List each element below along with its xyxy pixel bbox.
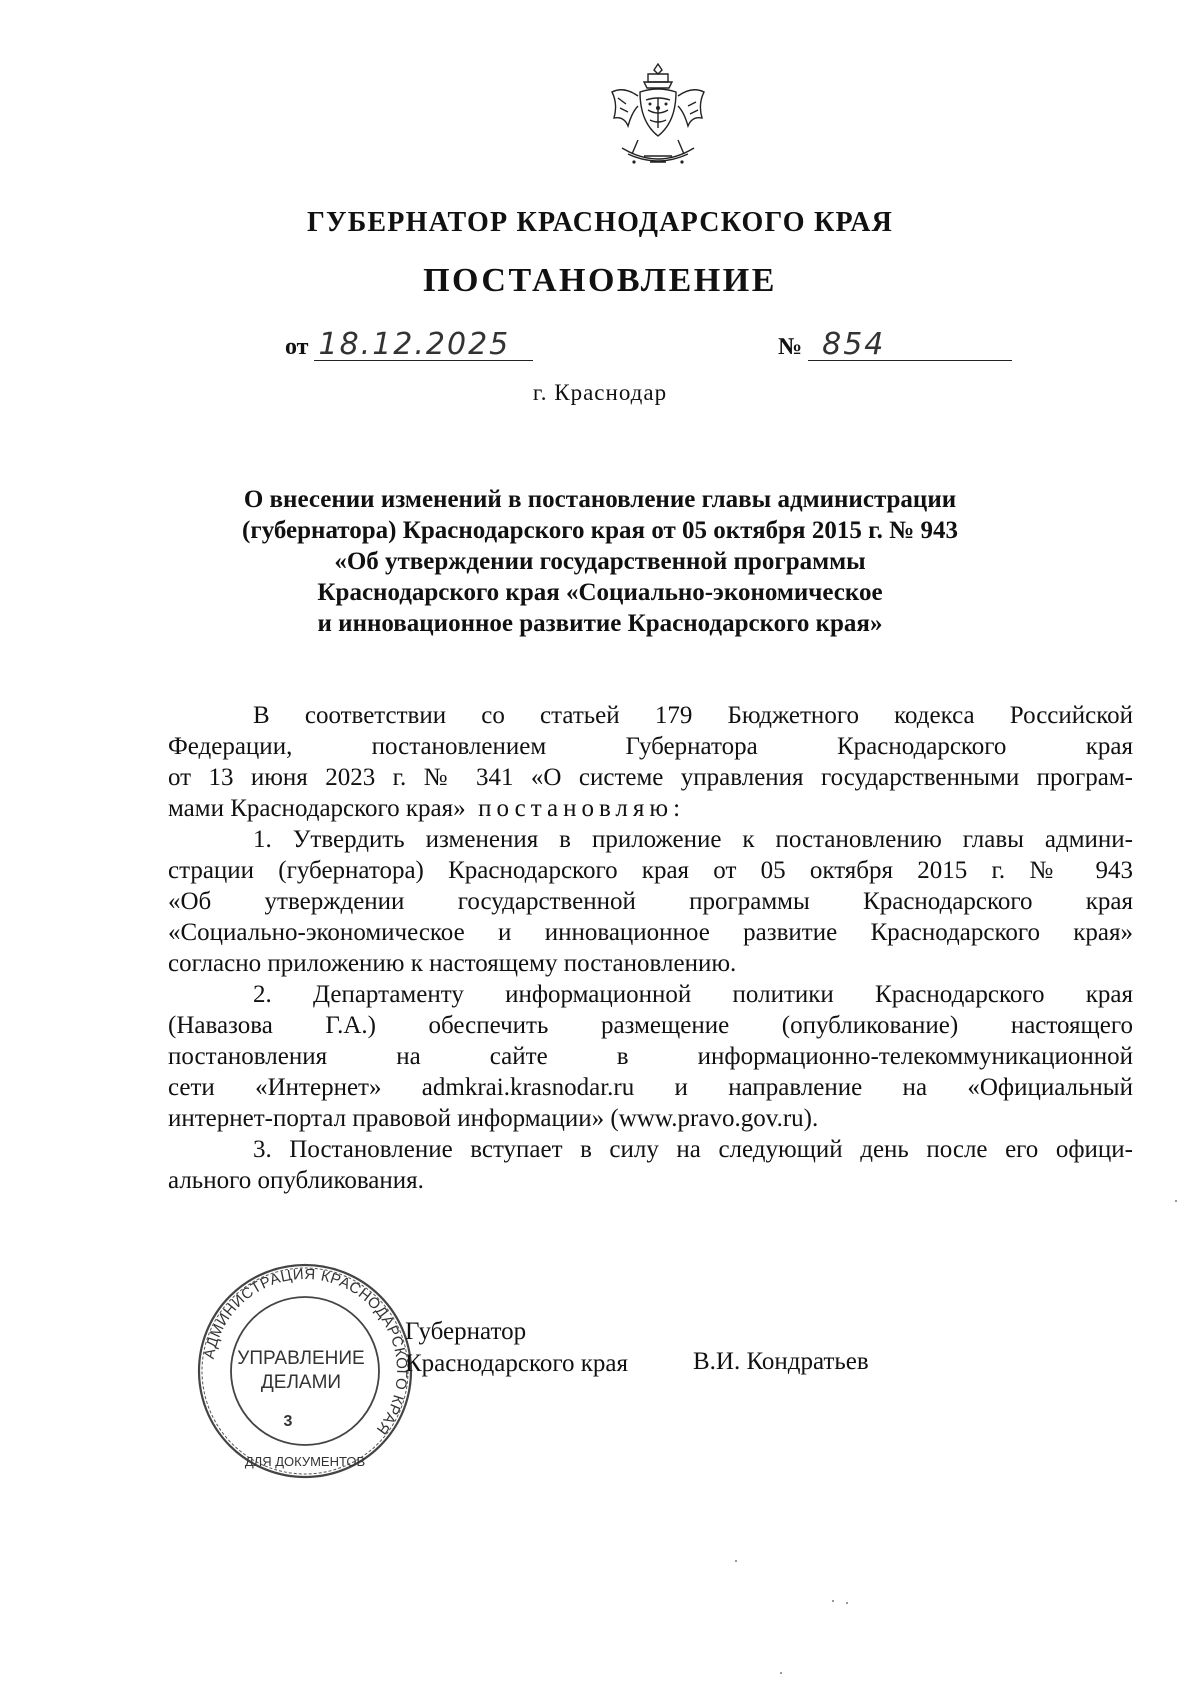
body-line: ального опубликования.	[168, 1167, 424, 1194]
authority-title: ГУБЕРНАТОР КРАСНОДАРСКОГО КРАЯ	[306, 207, 894, 238]
body-line: сети «Интернет» admkrai.krasnodar.ru и направление на «Официальный	[168, 1074, 1133, 1101]
scan-speck	[780, 1672, 782, 1674]
body-line: интернет-портал правовой информации» (www.pravo.gov.ru).	[168, 1105, 819, 1132]
stamp-inner-line2: ДЕЛАМИ	[260, 1372, 342, 1393]
number-field	[778, 327, 1012, 362]
scan-speck	[735, 1560, 737, 1562]
title-line: (губернатора) Краснодарского края от 05 октября 2015 г. № 943	[242, 517, 958, 544]
body-line: (Навазова Г.А.) обеспечить размещение (опубликование) настоящего	[168, 1012, 1133, 1039]
body-line: «Об утверждении государственной программы Краснодарского края	[168, 888, 1133, 915]
coat-of-arms-icon	[598, 62, 718, 182]
title-line: Краснодарского края «Социально-экономическое	[317, 579, 883, 606]
number-prefix: №	[778, 334, 803, 360]
signatory-name: В.И. Кондратьев	[693, 1348, 869, 1375]
scan-speck	[832, 1600, 834, 1602]
signatory-role-line: Краснодарского края	[405, 1350, 628, 1377]
document-type: ПОСТАНОВЛЕНИЕ	[423, 262, 777, 299]
body-line-decree	[168, 793, 1133, 824]
body-line: страции (губернатора) Краснодарского края от 05 октября 2015 г. № 943	[168, 857, 1133, 884]
date-field	[285, 327, 533, 362]
signatory-role	[405, 1316, 628, 1380]
handwritten-date: 18.12.2025	[314, 330, 533, 361]
title-line: и инновационное развитие Краснодарского края»	[317, 610, 883, 637]
body-line: 2. Департаменту информационной политики Краснодарского края	[253, 981, 1133, 1008]
body-line: от 13 июня 2023 г. № 341 «О системе управления государственными програм-	[168, 764, 1133, 791]
scan-speck	[846, 1602, 848, 1604]
handwritten-number: 854	[808, 330, 1012, 361]
signatory-role-line: Губернатор	[405, 1318, 527, 1345]
title-line: О внесении изменений в постановление главы администрации	[243, 486, 957, 513]
stamp-bottom-text: ДЛЯ ДОКУМЕНТОВ	[244, 1454, 366, 1469]
decree-word: постановляю:	[478, 795, 686, 822]
body-line: Федерации, постановлением Губернатора Краснодарского края	[168, 733, 1133, 760]
body-line: согласно приложению к настоящему постановлению.	[168, 950, 737, 977]
office-stamp	[196, 1262, 414, 1480]
body-line: В соответствии со статьей 179 Бюджетного кодекса Российской	[253, 702, 1133, 729]
body-line: «Социально-экономическое и инновационное развитие Краснодарского края»	[168, 919, 1133, 946]
document-title	[170, 484, 1030, 639]
body-line: постановления на сайте в информационно-телекоммуникационной	[168, 1043, 1133, 1070]
body-line-text: мами Краснодарского края»	[168, 795, 466, 822]
title-line: «Об утверждении государственной программы	[334, 548, 866, 575]
stamp-inner-line1: УПРАВЛЕНИЕ	[237, 1348, 365, 1369]
scan-speck	[1175, 1200, 1177, 1202]
body-line: 3. Постановление вступает в силу на следующий день после его офици-	[253, 1136, 1133, 1163]
stamp-outer-text: АДМИНИСТРАЦИЯ КРАСНОДАРСКОГО КРАЯ	[200, 1265, 411, 1438]
document-body	[168, 700, 1133, 1196]
stamp-number: 3	[283, 1413, 293, 1430]
body-line: 1. Утвердить изменения в приложение к постановлению главы админи-	[253, 826, 1133, 853]
date-prefix: от	[285, 334, 309, 360]
city: г. Краснодар	[532, 380, 668, 405]
